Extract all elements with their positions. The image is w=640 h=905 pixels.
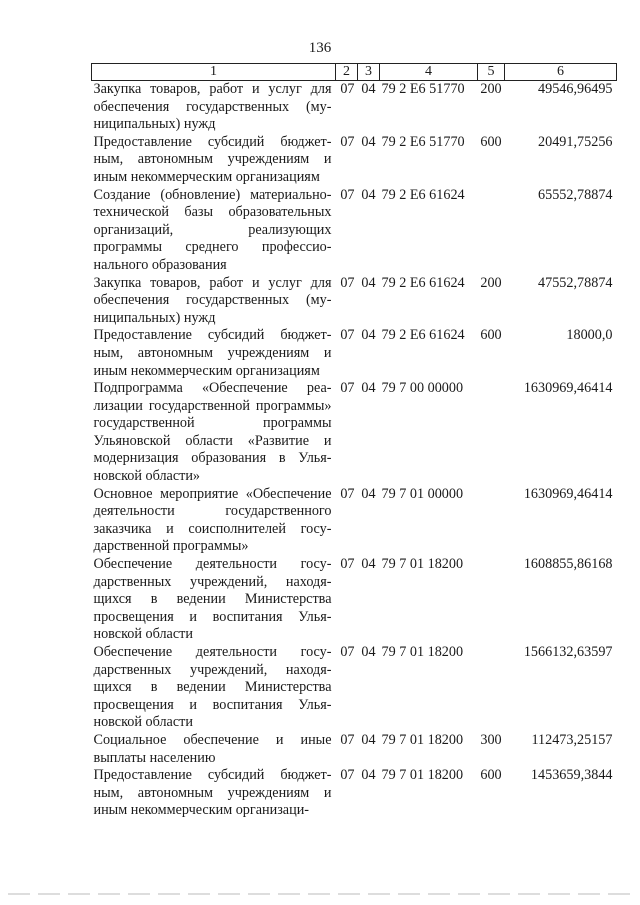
row-amount: 65552,78874 [538,186,613,203]
row-expense-type: 200 [480,274,502,291]
row-code-subsection: 04 [361,767,376,784]
column-header-5: 5 [478,64,505,81]
scan-artifact-line [8,893,632,895]
row-code-section: 07 [340,327,355,344]
row-amount: 49546,96495 [538,81,613,97]
row-code-section: 07 [340,767,355,784]
table-header-row [92,64,617,81]
row-expense-type [478,380,505,486]
row-amount: 1608855,86168 [523,556,613,573]
row-target-article: 79 2 Е6 61624 [381,186,465,203]
row-code-section: 07 [340,186,355,203]
row-expense-type [478,556,505,644]
row-amount: 18000,0 [566,327,613,344]
row-code-section: 07 [340,81,355,97]
row-code-section: 07 [340,644,355,660]
row-code-section: 07 [340,274,355,291]
table-row [92,187,617,275]
row-target-article: 79 7 01 00000 [381,485,464,502]
budget-table [91,63,617,820]
table-row [92,644,617,732]
row-code-subsection: 04 [361,556,376,573]
row-description: Предоставление субсидий бюджетным, автономным учреждениям и иным некоммерческим организациям [93,133,332,185]
row-description: Предоставление субсидий бюджетным, автономным учреждениям и иным некоммерческим организациям [93,327,332,379]
row-expense-type: 300 [480,731,502,748]
row-code-subsection: 04 [361,133,376,150]
row-code-subsection: 04 [361,274,376,291]
row-target-article: 79 7 01 18200 [381,731,464,748]
column-header-2: 2 [336,64,358,81]
row-code-section: 07 [340,556,355,573]
row-description: Закупка товаров, работ и услуг для обеспечения государственных (муниципальных) нужд [93,81,332,133]
row-amount: 1566132,63597 [523,644,613,660]
table-row [92,767,617,820]
row-target-article: 79 7 01 18200 [381,556,464,573]
page-number: 136 [308,40,332,56]
row-target-article: 79 2 Е6 61624 [381,274,465,291]
row-code-subsection: 04 [361,644,376,660]
table-body [92,81,617,820]
row-description: Создание (обновление) материально-технической базы образовательных организаций, реализующих программы среднего профессионального образования [93,186,332,273]
row-description: Закупка товаров, работ и услуг для обеспечения государственных (муниципальных) нужд [93,274,332,326]
row-amount: 1630969,46414 [523,485,613,502]
row-expense-type: 600 [480,767,502,784]
table-row [92,486,617,556]
row-amount: 47552,78874 [538,274,613,291]
row-expense-type: 200 [480,81,502,97]
row-target-article: 79 7 01 18200 [381,644,464,660]
table-row [92,556,617,644]
row-expense-type: 600 [480,327,502,344]
row-expense-type: 600 [480,133,502,150]
row-code-section: 07 [340,731,355,748]
row-code-subsection: 04 [361,81,376,97]
table-row [92,380,617,486]
row-description: Подпрограмма «Обеспечение реализации государственной программы» государственной программы Ульяновской области «Развитие и модернизация образования в Ульяновской области» [93,380,332,485]
row-target-article: 79 7 00 00000 [381,380,464,397]
row-amount: 1453659,3844 [530,767,613,784]
row-target-article: 79 2 Е6 61624 [381,327,465,344]
column-header-6: 6 [505,64,617,81]
table-row [92,732,617,767]
row-code-subsection: 04 [361,186,376,203]
row-target-article: 79 2 Е6 51770 [381,81,465,97]
row-target-article: 79 7 01 18200 [381,767,464,784]
row-description: Предоставление субсидий бюджетным, автономным учреждениям и иным некоммерческим организаци- [93,767,332,819]
row-description: Основное мероприятие «Обеспечение деятельности государственного заказчика и соисполнителей государственной программы» [93,485,332,555]
row-amount: 1630969,46414 [523,380,613,397]
column-header-1: 1 [92,64,336,81]
table-row [92,81,617,134]
row-description: Социальное обеспечение и иные выплаты населению [93,731,332,766]
column-header-4: 4 [380,64,478,81]
row-code-section: 07 [340,133,355,150]
row-code-subsection: 04 [361,327,376,344]
row-code-section: 07 [340,380,355,397]
table-row [92,327,617,380]
column-header-3: 3 [358,64,380,81]
row-target-article: 79 2 Е6 51770 [381,133,465,150]
row-amount: 20491,75256 [538,133,613,150]
row-description: Обеспечение деятельности государственных учреждений, находящихся в ведении Министерства просвещения и воспитания Ульяновской области [93,556,332,643]
table-row [92,275,617,328]
row-expense-type [478,486,505,556]
table-row [92,134,617,187]
row-code-subsection: 04 [361,485,376,502]
row-code-subsection: 04 [361,380,376,397]
row-code-section: 07 [340,485,355,502]
row-expense-type [478,644,505,732]
row-expense-type [478,187,505,275]
row-amount: 112473,25157 [531,731,613,748]
row-code-subsection: 04 [361,731,376,748]
row-description: Обеспечение деятельности государственных учреждений, находящихся в ведении Министерства просвещения и воспитания Ульяновской области [93,644,332,731]
